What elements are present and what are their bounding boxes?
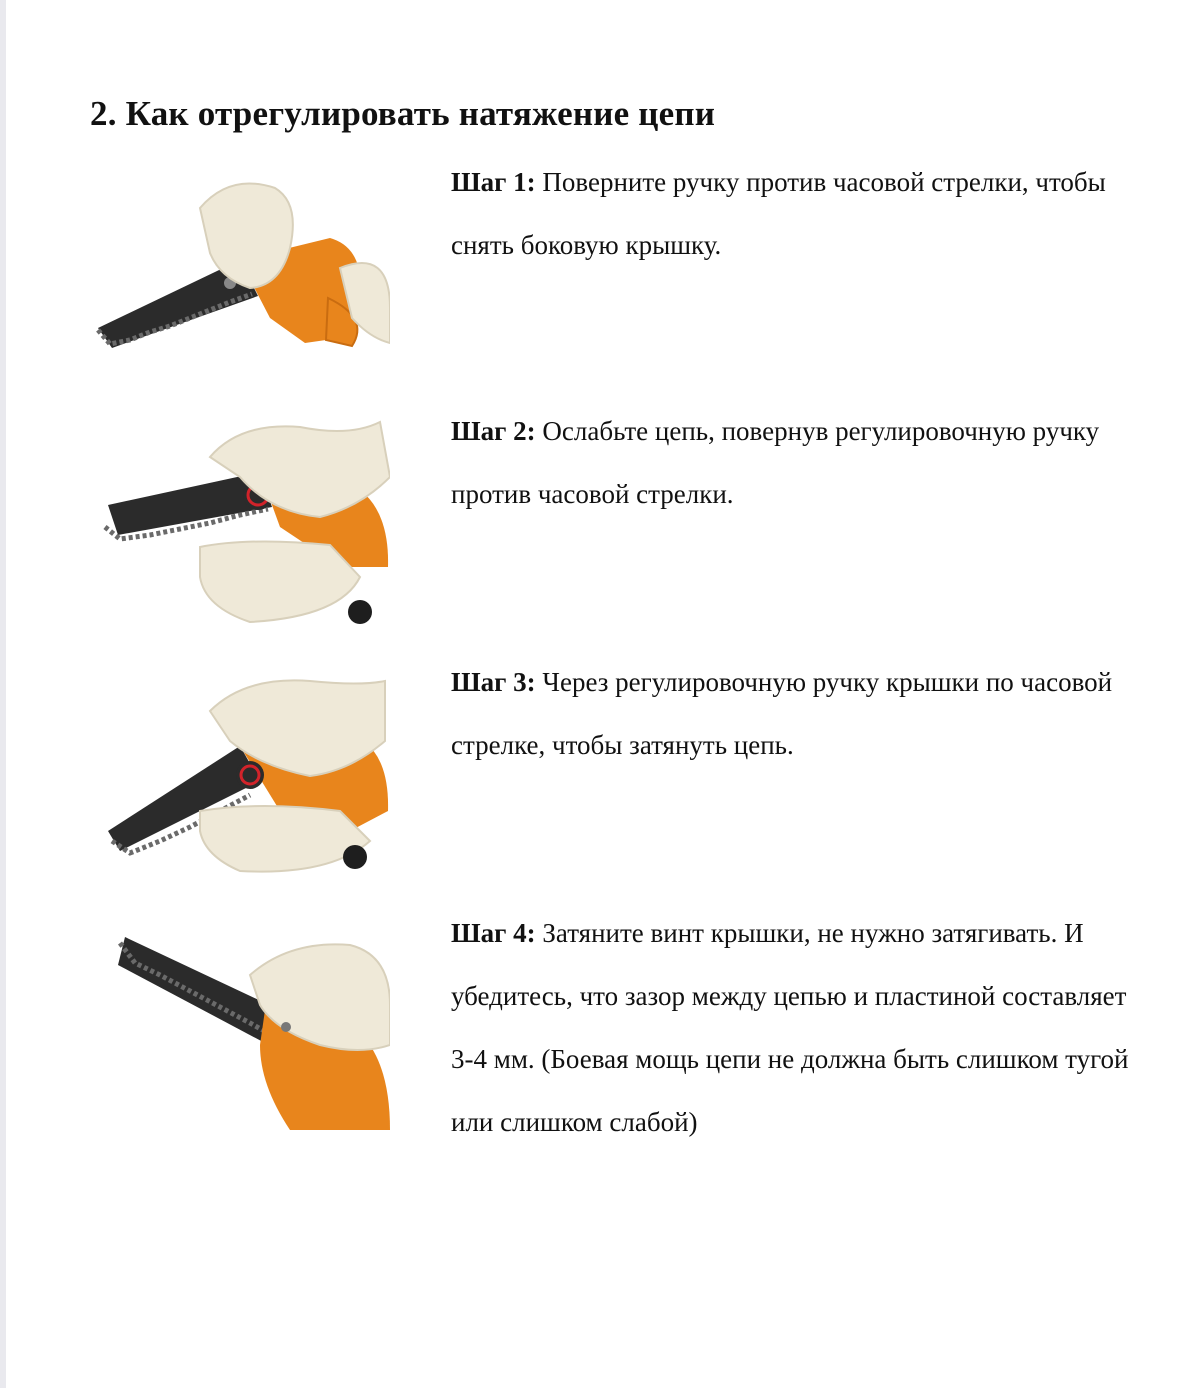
step-4-photo: [90, 915, 390, 1137]
step-1-text: [451, 151, 1131, 277]
step-1-photo: [90, 168, 390, 390]
step-2-description: Ослабьте цепь, повернув регулировочную ручку против часовой стрелки.: [451, 416, 1100, 509]
chainsaw-photo-icon: [90, 915, 390, 1137]
step-2-label: Шаг 2:: [451, 416, 536, 446]
step-1-description: Поверните ручку против часовой стрелки, чтобы снять боковую крышку.: [451, 167, 1106, 260]
step-4-description: Затяните винт крышки, не нужно затягивать. И убедитесь, что зазор между цепью и пластиной составляет 3-4 мм. (Боевая мощь цепи не должна быть слишком тугой или слишком слабой): [451, 918, 1129, 1137]
step-3-description: Через регулировочную ручку крышки по часовой стрелке, чтобы затянуть цепь.: [451, 667, 1113, 760]
step-2-text: [451, 400, 1131, 526]
page-edge: [0, 0, 6, 1388]
step-3-text: [451, 651, 1131, 777]
step-4-label: Шаг 4:: [451, 918, 536, 948]
step-3-label: Шаг 3:: [451, 667, 536, 697]
step-2-photo: [90, 417, 390, 639]
chainsaw-photo-icon: [90, 417, 390, 639]
step-4-text: [451, 902, 1131, 1154]
chainsaw-photo-icon: [90, 671, 390, 893]
page-title: 2. Как отрегулировать натяжение цепи: [90, 94, 716, 133]
step-3-photo: [90, 671, 390, 893]
step-1-label: Шаг 1:: [451, 167, 536, 197]
chainsaw-photo-icon: [90, 168, 390, 390]
